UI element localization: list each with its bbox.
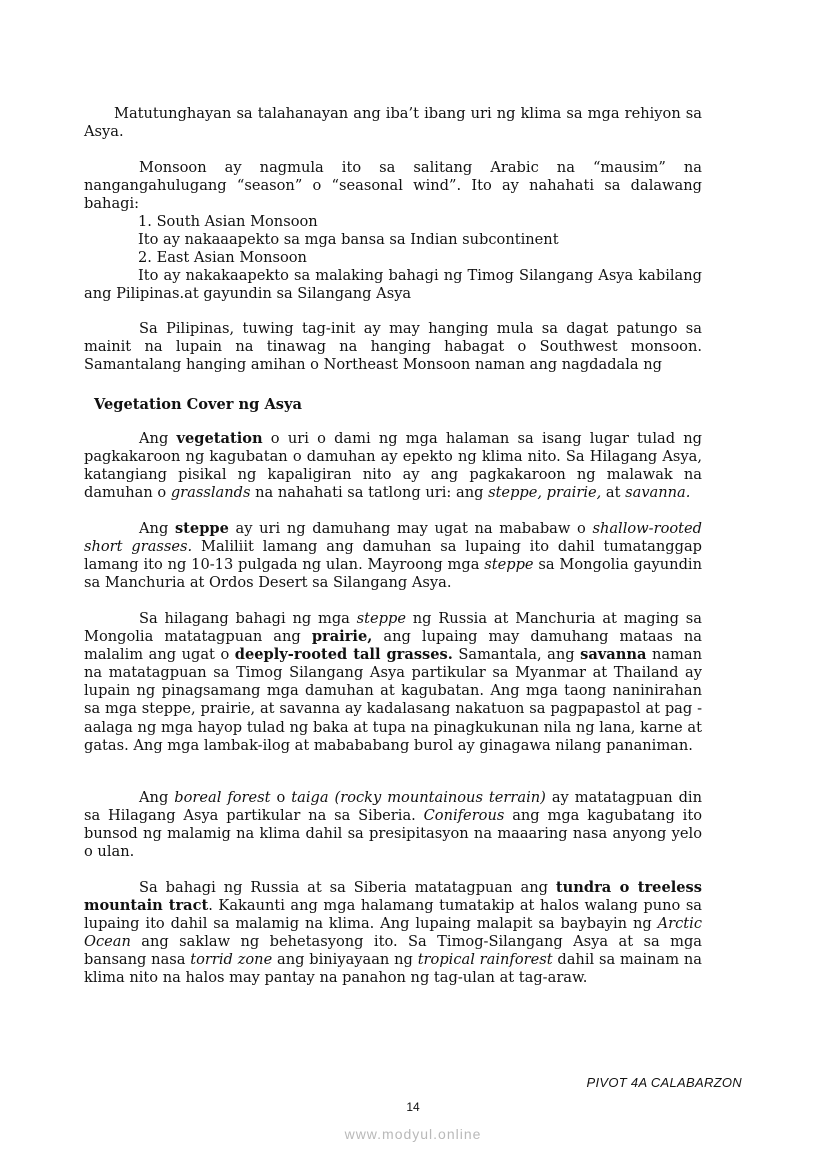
monsoon-item-2-description: Ito ay nakakaapekto sa malaking bahagi ng Timog Silangang Asya kabilang ang Pilipinas.at gayundin sa Silangang Asya — [84, 267, 702, 303]
tundra-paragraph: Sa bahagi ng Russia at sa Siberia matatagpuan ang tundra o treeless mountain tract. Kakaunti ang mga halamang tumatakip at halos walang puno sa lupaing ito dahil sa malamig na klima. Ang lupaing malapit sa baybayin ng Arctic Ocean ang saklaw ng behetasyong ito. Sa Timog-Silangang Asya at sa mga bansang nasa torrid zone ang biniyayaan ng tropical rainforest dahil sa mainam na klima nito na halos may pantay na panahon ng tag-ulan at tag-araw. — [84, 879, 703, 987]
vegetation-paragraph: Ang vegetation o uri o dami ng mga halaman sa isang lugar tulad ng pagkakaroon ng kagubatan o damuhan ay epekto ng klima nito. Sa Hilagang Asya, katangiang pisikal ng kapaligiran nito ay ang pagkakaroon ng malawak na damuhan o grasslands na nahahati sa tatlong uri: ang steppe, prairie, at savanna. — [84, 430, 702, 502]
page-number: 14 — [406, 1100, 420, 1114]
philippines-paragraph: Sa Pilipinas, tuwing tag-init ay may hanging mula sa dagat patungo sa mainit na lupain na tinawag na hanging habagat o Southwest monsoon. Samantalang hanging amihan o Northeast Monsoon naman ang nagdadala ng — [84, 320, 702, 374]
steppe-paragraph: Ang steppe ay uri ng damuhang may ugat na mababaw o shallow-rooted short grasses. Maliliit lamang ang damuhan sa lupaing ito dahil tumatanggap lamang ito ng 10-13 pulgada ng ulan. Mayroong mga steppe sa Mongolia gayundin sa Manchuria at Ordos Desert sa Silangang Asya. — [84, 520, 702, 592]
footer-label: PIVOT 4A CALABARZON — [586, 1075, 742, 1090]
intro-paragraph: Matutunghayan sa talahanayan ang iba’t ibang uri ng klima sa mga rehiyon sa Asya. — [84, 105, 702, 141]
section-heading: Vegetation Cover ng Asya — [94, 396, 302, 413]
monsoon-paragraph: Monsoon ay nagmula ito sa salitang Arabic na “mausim” na nangangahulugang “season” o “seasonal wind”. Ito ay nahahati sa dalawang bahagi: — [84, 159, 702, 213]
watermark: www.modyul.online — [344, 1126, 482, 1142]
monsoon-item-1: 1. South Asian Monsoon — [138, 213, 318, 230]
monsoon-item-1-description: Ito ay nakaaapekto sa mga bansa sa Indian subcontinent — [138, 231, 559, 248]
prairie-savanna-paragraph: Sa hilagang bahagi ng mga steppe ng Russia at Manchuria at maging sa Mongolia matatagpuan ang prairie, ang lupaing may damuhang mataas na malalim ang ugat o deeply-rooted tall grasses. Samantala, ang savanna naman na matatagpuan sa Timog Silangang Asya partikular sa Myanmar at Thailand ay lupain ng pinagsamang mga damuhan at kagubatan. Ang mga taong naninirahan sa mga steppe, prairie, at savanna ay kadalasang nakatuon sa pagpapastol at pag -aalaga ng mga hayop tulad ng baka at tupa na pinagkukunan nila ng lana, karne at gatas. Ang mga lambak-ilog at mabababang burol ay ginagawa nilang pananiman. — [84, 610, 702, 754]
boreal-forest-paragraph: Ang boreal forest o taiga (rocky mountainous terrain) ay matatagpuan din sa Hilagang Asya partikular na sa Siberia. Coniferous ang mga kagubatang ito bunsod ng malamig na klima dahil sa presipitasyon na maaaring nasa anyong yelo o ulan. — [84, 789, 702, 861]
monsoon-item-2: 2. East Asian Monsoon — [138, 249, 307, 266]
